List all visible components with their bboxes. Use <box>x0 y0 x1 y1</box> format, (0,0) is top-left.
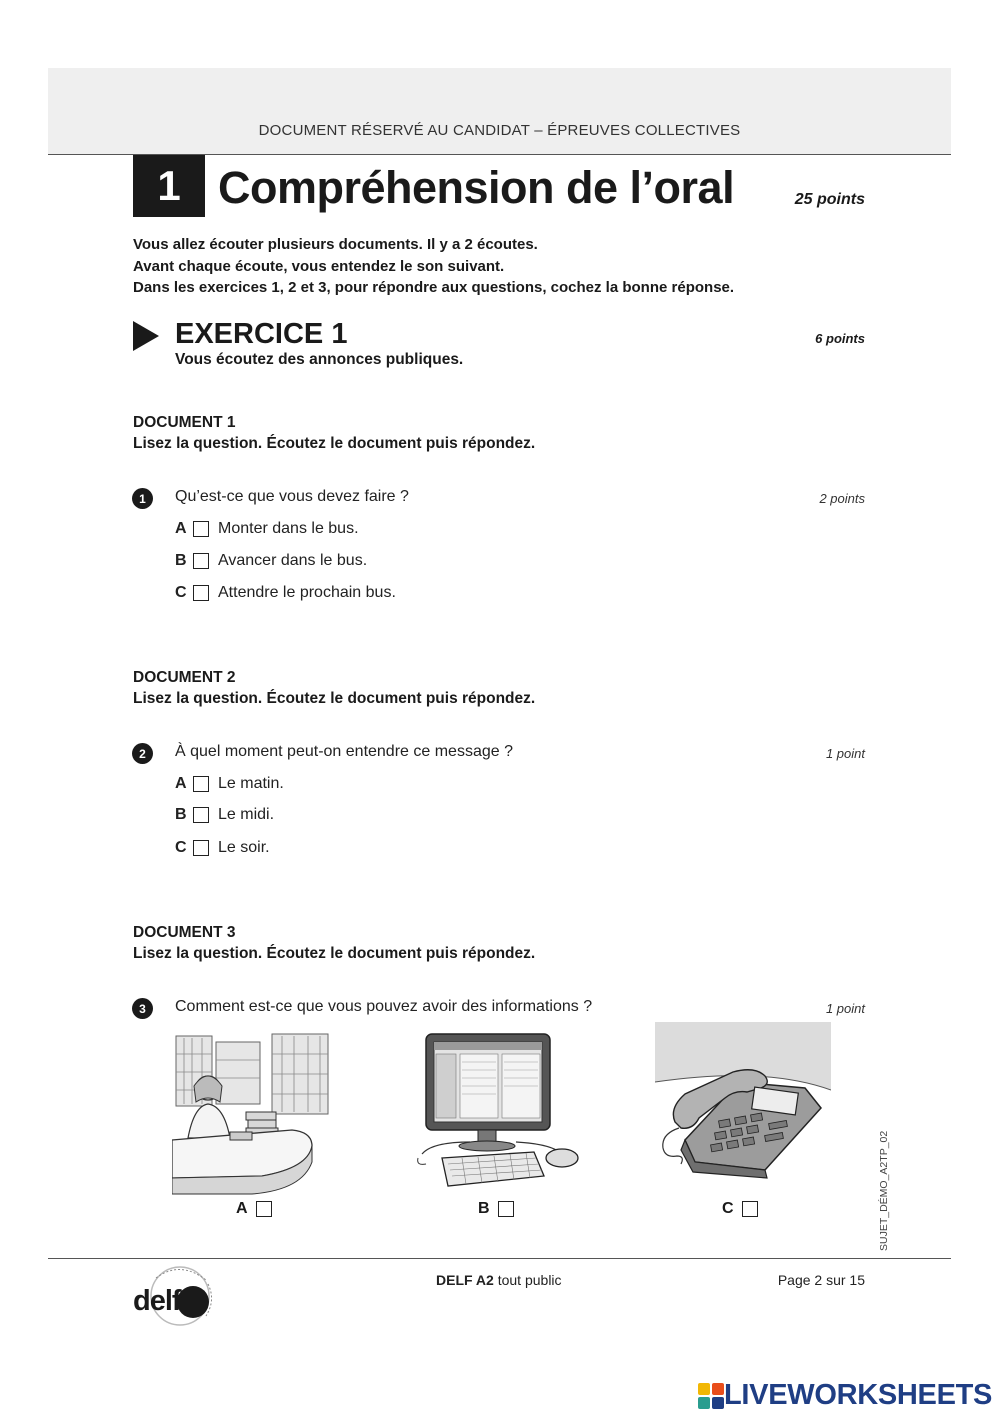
option-a[interactable] <box>175 775 284 793</box>
header-banner: DOCUMENT RÉSERVÉ AU CANDIDAT – ÉPREUVES COLLECTIVES <box>258 122 741 139</box>
document-instruction: Lisez la question. Écoutez le document puis répondez. <box>133 435 536 452</box>
exercise-arrow-icon <box>133 321 159 351</box>
footer-exam <box>436 1272 562 1288</box>
option-text: Attendre le prochain bus. <box>218 584 396 601</box>
watermark-text: LIVEWORKSHEETS <box>724 1379 993 1411</box>
option-c[interactable] <box>175 584 396 602</box>
exercise-subtitle: Vous écoutez des annonces publiques. <box>175 351 464 368</box>
answer-checkbox[interactable] <box>193 521 209 537</box>
option-text: Monter dans le bus. <box>218 520 359 537</box>
image-option-a[interactable] <box>236 1200 272 1218</box>
option-letter: B <box>478 1200 490 1217</box>
delf-logo-text: delf <box>133 1285 181 1317</box>
footer-exam-audience: tout public <box>493 1272 562 1288</box>
footer-exam-level: DELF A2 <box>436 1272 494 1288</box>
option-c[interactable] <box>175 839 270 857</box>
document-code: SUJET_DÉMO_A2TP_02 <box>878 1130 890 1251</box>
question-text: À quel moment peut-on entendre ce message ? <box>175 743 513 760</box>
question-text: Comment est-ce que vous pouvez avoir des informations ? <box>175 998 593 1015</box>
intro-text <box>133 234 734 299</box>
option-text: Le soir. <box>218 839 270 856</box>
section-points: 25 points <box>794 191 865 208</box>
option-b[interactable] <box>175 552 367 570</box>
answer-checkbox[interactable] <box>193 585 209 601</box>
section-number: 1 <box>133 155 205 217</box>
intro-line: Avant chaque écoute, vous entendez le son suivant. <box>133 257 505 275</box>
question-number: 1 <box>132 488 153 509</box>
document-title: DOCUMENT 2 <box>133 669 236 686</box>
intro-line: Dans les exercices 1, 2 et 3, pour répondre aux questions, cochez la bonne réponse. <box>133 279 735 296</box>
option-letter: A <box>175 520 187 537</box>
computer-icon <box>412 1030 582 1195</box>
answer-checkbox[interactable] <box>193 776 209 792</box>
answer-checkbox[interactable] <box>742 1201 758 1217</box>
option-text: Le matin. <box>218 775 284 792</box>
answer-checkbox[interactable] <box>256 1201 272 1217</box>
answer-checkbox[interactable] <box>498 1201 514 1217</box>
document-instruction: Lisez la question. Écoutez le document puis répondez. <box>133 690 536 707</box>
option-a[interactable] <box>175 520 359 538</box>
information-desk-icon <box>172 1028 336 1196</box>
section-title: Compréhension de l’oral <box>218 162 735 213</box>
delf-logo <box>130 1266 220 1328</box>
image-option-c[interactable] <box>722 1200 758 1218</box>
option-b[interactable] <box>175 806 274 824</box>
intro-line: Vous allez écouter plusieurs documents. Il y a 2 écoutes. <box>133 236 538 253</box>
question-points: 1 point <box>825 1001 865 1016</box>
option-text: Le midi. <box>218 806 275 823</box>
exercise-title: EXERCICE 1 <box>175 318 348 350</box>
answer-checkbox[interactable] <box>193 553 209 569</box>
page-number: Page 2 sur 15 <box>777 1272 865 1288</box>
header-band <box>48 68 951 155</box>
question-number: 3 <box>132 998 153 1019</box>
answer-checkbox[interactable] <box>193 840 209 856</box>
option-letter: A <box>175 775 187 792</box>
image-option-b[interactable] <box>478 1200 514 1218</box>
exercise-points: 6 points <box>815 331 865 346</box>
option-letter: A <box>236 1200 248 1217</box>
option-letter: C <box>175 584 187 601</box>
option-letter: B <box>175 806 187 823</box>
question-points: 2 points <box>819 491 865 506</box>
option-text: Avancer dans le bus. <box>218 552 368 569</box>
liveworksheets-logo-icon <box>698 1383 724 1409</box>
liveworksheets-watermark <box>698 1379 992 1412</box>
question-points: 1 point <box>825 746 865 761</box>
document-title: DOCUMENT 3 <box>133 924 236 941</box>
answer-checkbox[interactable] <box>193 807 209 823</box>
document-instruction: Lisez la question. Écoutez le document puis répondez. <box>133 945 536 962</box>
option-letter: B <box>175 552 187 569</box>
question-number: 2 <box>132 743 153 764</box>
question-text: Qu’est-ce que vous devez faire ? <box>175 488 409 505</box>
option-letter: C <box>175 839 187 856</box>
document-title: DOCUMENT 1 <box>133 414 236 431</box>
footer-divider <box>48 1258 951 1259</box>
telephone-icon <box>655 1022 831 1192</box>
option-letter: C <box>722 1200 734 1217</box>
